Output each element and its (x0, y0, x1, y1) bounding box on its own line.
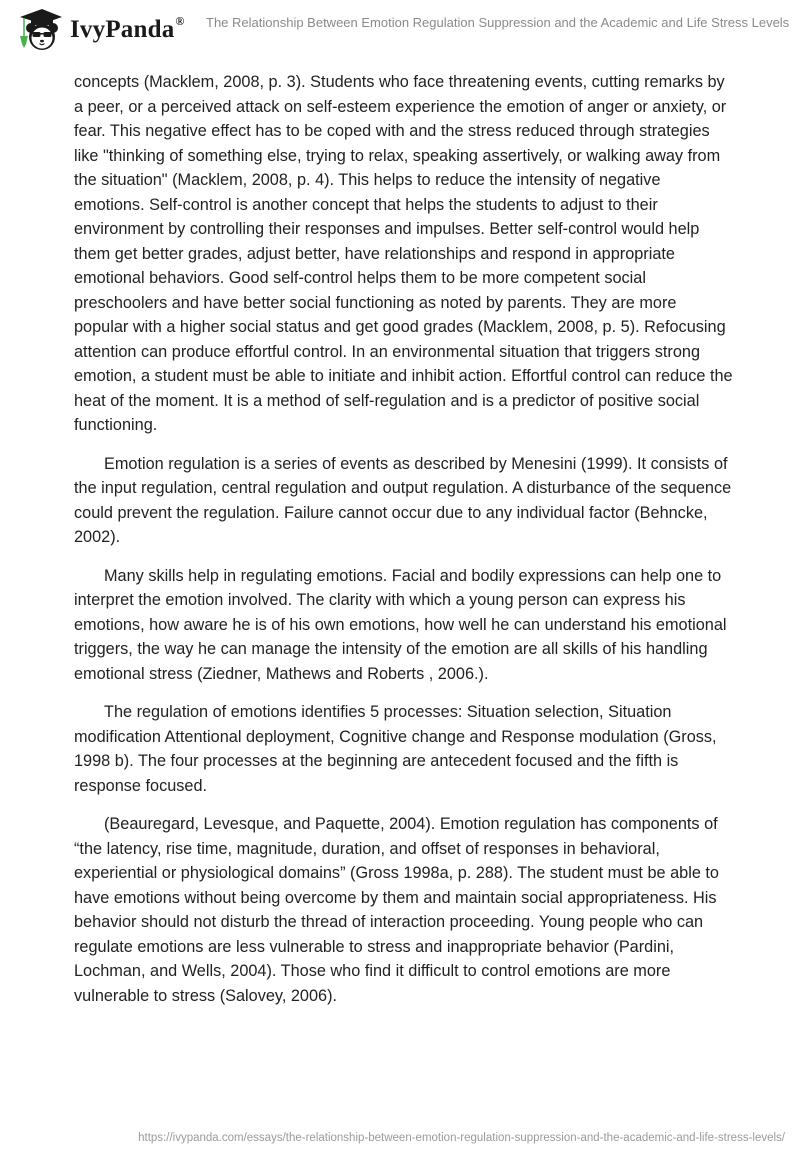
paragraph-3: Many skills help in regulating emotions. Facial and bodily expressions can help one to interpret the emotion involved. The clarity with which a young person can express his emotions, how aware he is of his own emotions, how well he can understand his emotional triggers, the way he can manage the intensity of the emotion are all skills of his handling emotional stress (Ziedner, Mathews and Roberts , 2006.). (74, 566, 727, 683)
paragraph-4: The regulation of emotions identifies 5 processes: Situation selection, Situation modification Attentional deployment, Cognitive change and Response modulation (Gross, 1998 b). The four processes at the beginning are antecedent focused and the fifth is response focused. (74, 703, 717, 795)
essay-body (74, 70, 734, 1022)
paragraph-5: (Beauregard, Levesque, and Paquette, 2004). Emotion regulation has components of “the latency, rise time, magnitude, duration, and offset of responses in behavioral, experiential or physiological domains” (Gross 1998a, p. 288). The student must be able to have emotions without being overcome by them and maintain social appropriateness. His behavior should not disturb the thread of interaction proceeding. Young people who can regulate emotions are less vulnerable to stress and inappropriate behavior (Pardini, Lochman, and Wells, 2004). Those who find it difficult to control emotions are more vulnerable to stress (Salovey, 2006). (74, 815, 719, 1005)
paragraph-2: Emotion regulation is a series of events as described by Menesini (1999). It consists of the input regulation, central regulation and output regulation. A disturbance of the sequence could prevent the regulation. Failure cannot occur due to any individual factor (Behncke, 2002). (74, 454, 732, 546)
ivypanda-logo[interactable] (16, 6, 185, 52)
paragraph-1: concepts (Macklem, 2008, p. 3). Students who face threatening events, cutting remarks by a peer, or a perceived attack on self-esteem experience the emotion of anger or anxiety, or fear. This negative effect has to be coped with and the stress reduced through strategies like "thinking of something else, trying to relax, speaking assertively, or walking away from the situation" (Macklem, 2008, p. 4). This helps to reduce the intensity of negative emotions. Self-control is another concept that helps the students to adjust to their environment by controlling their responses and impulses. Better self-control would help them get better grades, adjust better, have relationships and respond in appropriate emotional behaviors. Good self-control helps them to be more competent social preschoolers and have better social functioning as noted by parents. They are more popular with a higher social status and get good grades (Macklem, 2008, p. 5). Refocusing attention can produce effortful control. In an environmental situation that triggers strong emotion, a student must be able to initiate and inhibit action. Effortful control can reduce the heat of the moment. It is a method of self-regulation and is a predictor of positive social functioning. (74, 73, 733, 434)
panda-graduation-cap-icon (16, 6, 64, 52)
document-title: The Relationship Between Emotion Regulation Suppression and the Academic and Life Stress Levels (206, 15, 790, 30)
page-header (0, 0, 800, 56)
brand-text: IvyPanda (70, 16, 175, 43)
brand-name (70, 16, 185, 44)
registered-mark: ® (175, 14, 185, 28)
source-url-link[interactable]: https://ivypanda.com/essays/the-relationship-between-emotion-regulation-suppression-and-the-academic-and-life-stress-levels/ (138, 1132, 785, 1144)
